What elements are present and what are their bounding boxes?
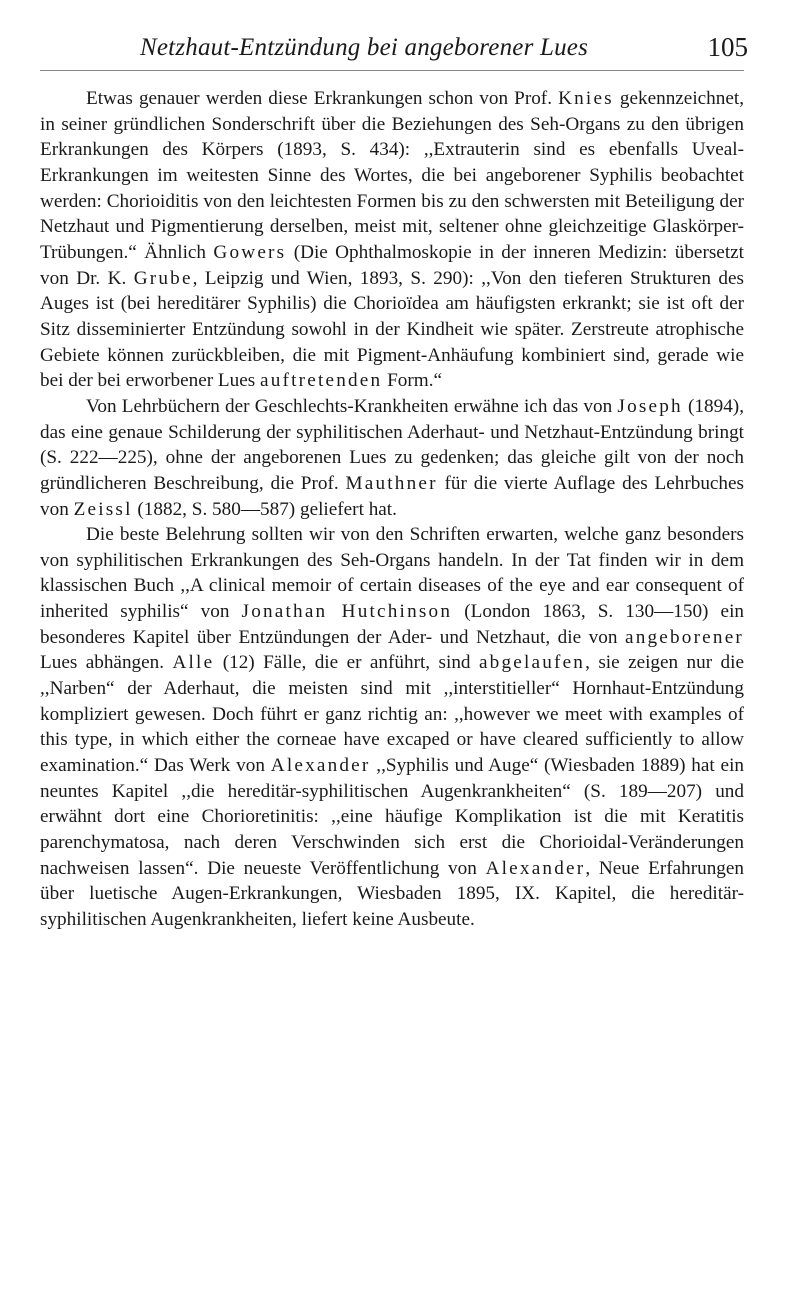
text-run: (1882, S. 580—587) geliefert hat.: [132, 498, 397, 520]
text-run: (London 1863, S. 130—150) ein besonderes Kapitel über Entzündungen der Ader- und Netzhaut, die von: [40, 601, 744, 648]
spaced-name: abgelaufen: [478, 652, 586, 674]
text-run: (Die Ophthalmoskopie in der inneren Medizin: übersetzt von Dr. K.: [40, 241, 744, 289]
spaced-name: auftretenden: [260, 370, 383, 392]
running-title: Netzhaut-Entzündung bei angeborener Lues: [140, 34, 589, 61]
text-run: Von Lehrbüchern der Geschlechts-Krankheiten erwähne ich das von: [86, 395, 618, 417]
spaced-name: Joseph: [617, 395, 683, 417]
text-run: Lues abhängen.: [40, 652, 173, 674]
spaced-name: Gowers: [213, 241, 287, 263]
text-run: , Neue Erfahrungen über luetische Augen-Erkrankungen, Wiesbaden 1895, IX. Kapitel, die hereditär-syphilitischen Augenkrankheiten, liefert keine Ausbeute.: [40, 857, 744, 930]
text-run: Form.“: [382, 370, 443, 392]
text-run: , sie zeigen nur die ,,Narben“ der Aderhaut, die meisten sind mit ,,interstitieller“ Hornhaut-Entzündung kompliziert gewesen. Doch führt er ganz richtig an: ,,however we meet with examples of this type, in which either the corneae have excaped or have cleared sufficiently to allow examination.“ Das Werk von: [40, 652, 744, 777]
book-page: [40, 32, 748, 933]
text-run: (12) Fälle, die er anführt, sind: [214, 652, 479, 674]
body-text: [40, 86, 744, 933]
spaced-name: Knies: [558, 88, 614, 109]
spaced-name: Zeissl: [73, 498, 133, 520]
text-run: Etwas genauer werden diese Erkrankungen schon von Prof.: [86, 88, 559, 109]
spaced-name: Mauthner: [345, 472, 438, 494]
text-run: , Leipzig und Wien, 1893, S. 290): ,,Von den tieferen Strukturen des Auges ist (bei hereditärer Syphilis) die Chorioïdea am häufigsten erkrankt; sie ist oft der Sitz disseminierter Entzündung sowohl in der Kindheit wie später. Zerstreute atrophische Gebiete können zurückbleiben, die mit Pigment-Anhäufung kombiniert sind, gerade wie bei der bei erworbener Lues: [40, 267, 744, 392]
spaced-name: Grube: [133, 267, 193, 289]
spaced-name: Jonathan Hutchinson: [241, 601, 453, 623]
running-header: [40, 32, 748, 71]
paragraph-1: [40, 86, 744, 394]
spaced-name: Alexander: [270, 755, 371, 777]
spaced-name: Alle: [172, 652, 215, 674]
text-run: Die beste Belehrung sollten wir von den Schriften erwarten, welche ganz besonders von syphilitischen Erkrankungen des Seh-Organs handeln. In der Tat finden wir in dem klassischen Buch ,,A clinical memoir of certain diseases of the eye and ear consequent of inherited syphilis“ von: [40, 524, 744, 623]
paragraph-3: [40, 522, 744, 933]
text-run: ,,Syphilis und Auge“ (Wiesbaden 1889) hat ein neuntes Kapitel ,,die hereditär-syphilitischen Augenkrankheiten“ (S. 189—207) und erwähnt dort eine Chorioretinitis: ,,eine häufige Komplikation ist die mit Keratitis parenchymatosa, nach deren Verschwinden sich erst die Chorioidal-Veränderungen nachweisen lassen“. Die neueste Veröffentlichung von: [40, 755, 744, 879]
spaced-name: angeborener: [624, 626, 744, 648]
paragraph-2: [40, 394, 744, 522]
spaced-name: Alexander: [485, 857, 586, 879]
text-run: (1894), das eine genaue Schilderung der syphilitischen Aderhaut- und Netzhaut-Entzündung bringt (S. 222—225), ohne der angeborenen Lues zu gedenken; das gleiche gilt von der noch gründlicheren Beschreibung, die Prof.: [40, 395, 744, 494]
page-number: 105: [707, 32, 748, 62]
text-run: für die vierte Auflage des Lehrbuches von: [40, 472, 745, 520]
text-run: gekennzeichnet, in seiner gründlichen Sonderschrift über die Beziehungen des Seh-Organs zu den übrigen Erkrankungen des Körpers (1893, S. 434): ,,Extrauterin sind es ebenfalls Uveal-Erkrankungen im weitesten Sinne des Wortes, die bei angeborener Syphilis beobachtet werden: Chorioiditis von den leichtesten Formen bis zu den schwersten mit Beteiligung der Netzhaut und Pigmentierung derselben, meist mit, seltener ohne gleichzeitige Glaskörper-Trübungen.“ Ähnlich: [40, 88, 745, 263]
